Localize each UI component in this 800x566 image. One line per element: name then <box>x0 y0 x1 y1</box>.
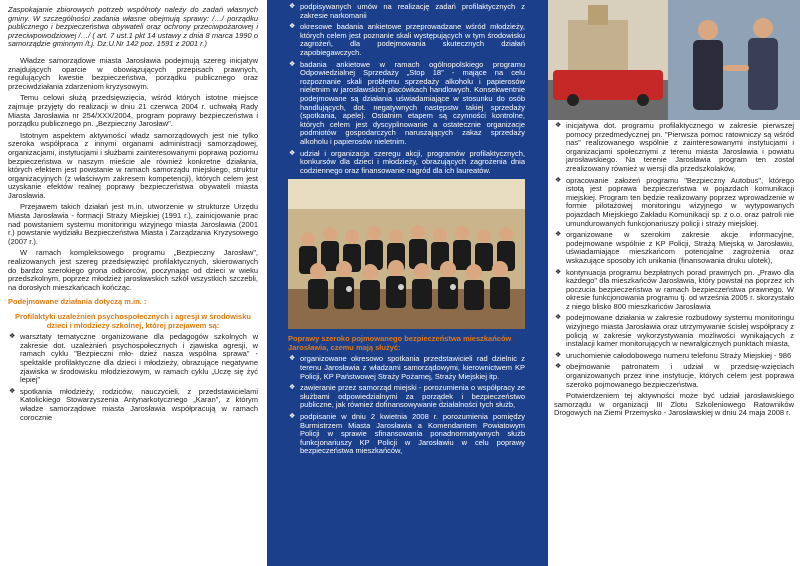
left-list <box>8 333 258 422</box>
group-photo <box>288 179 525 329</box>
paragraph-2: Temu celowi służą przedsięwzięcia, wśród których istotne miejsce zajmuje przyjęty do realizacji w dniu 21 czerwca 2004 r. uchwałą Rady Miasta Jarosławia nr 254/XXX/2004, program poprawy bezpieczeństwa i porządku publicznego pn. „Bezpieczny Jarosław". <box>8 93 258 129</box>
list-item: ❖ organizowane okresowo spotkania przedstawicieli rad dzielnic z terenu Jarosławia z władzami samorządowymi, kierownictwem KP Policji, KP Państwowej Straży Pożarnej, Straży Miejskiej itp. <box>300 355 525 381</box>
blue-divider-band <box>267 0 282 566</box>
handshake-photo <box>548 0 800 120</box>
section-subheading: Profilaktyki uzależnień psychospołecznych i agresji w środowisku dzieci i młodzieży szkolnej, której przejawem są: <box>15 312 251 330</box>
section-heading: Podejmowane działania dotyczą m.in. : <box>8 297 147 307</box>
list-item: ❖ warsztaty tematyczne organizowane dla pedagogów szkolnych w zakresie dot. uzależnień psychospołecznych i zjawiska agresji, w ramach cyklu "Bezpieczni mło- dzież nasza wspólna sprawa" - spektakle profilaktyczne dla dzieci i młodzieży, obrazujące negatywne zjawiska w środowisku młodzieżowym, w ramach cyklu „Uczę się żyć lepiej" <box>20 333 258 385</box>
intro-quote: Zaspokajanie zbiorowych potrzeb wspólnoty należy do zadań własnych gminy. W szczególności zadania własne obejmują sprawy: /…/ porządku publicznego i bezpieczeństwa obywateli oraz ochrony przeciwpożarowej i przeciwpowodziowej /…/ ( art. 7 ust.1 pkt 14 ustawy z dnia 8 marca 1990 o samorządzie gminnym /t.j. Dz.U.Nr 142 poz. 1591 z 2001 r.) <box>8 5 258 49</box>
closing-paragraph: Potwierdzeniem tej aktywności może być udział jarosławskiego samorządu w organizacji III Zlotu Szkoleniowego Ratowników Drogowych na Ziemi Przemysko - Jarosławskiej w dniu 24 maja 2008 r. <box>554 391 794 418</box>
list-item: ❖ inicjatywa dot. programu profilaktycznego w zakresie pierwszej pomocy przedmedycznej pn. "Pierwsza pomoc ratowniczy są wśród nas" realizowanego wspólnie z zainteresowanymi instytucjami i organizacjami społecznymi z terenu miasta Jarosławia i powiatu jarosławskiego. Na terenie Jarosławia program ten został zrealizowany również w wersji dla przedszkolaków, <box>566 122 794 174</box>
paragraph-4: Przejawem takich działań jest m.in. utworzenie w strukturze Urzędu Miasta Jarosławia - formacji Straży Miejskiej (1991 r.), zainicjowanie prac nad powstaniem systemu monitoringu wizyjnego miasta Jarosławia (2001 r.) powstanie wydziału Bezpieczeństwa Miasta i Zarządzania Kryzysowego (2007 r.). <box>8 202 258 246</box>
middle-column <box>282 0 532 566</box>
list-item: ❖ podpisanie w dniu 2 kwietnia 2008 r. porozumienia pomiędzy Burmistrzem Miasta Jarosławia a Komendantem Powiatowym Policji w sprawie sfinansowania ponadnormatywnych służb funkcjonariuszy KP Policji w Jarosławiu w celu poprawy bezpieczeństwa mieszkańców, <box>300 413 525 456</box>
middle-section-heading: Poprawy szeroko pojmowanego bezpieczeństwa mieszkańców Jarosławia, czemu mają służyć: <box>288 334 512 352</box>
paragraph-5: W ramach kompleksowego programu „Bezpieczny Jarosław", realizowanych jest szereg przedsięwzięć profilaktycznych, skierowanych do bardzo szerokiego grona odbiorców, poczynając od dzieci w wieku przedszkolnym, poprzez młodzież jarosławskich szkół wszystkich szczebli, na dorosłych mieszkańcach kończąc. <box>8 248 258 292</box>
list-item: ❖ uruchomienie całodobowego numeru telefonu Straży Miejskiej - 986 <box>566 352 794 361</box>
list-item: ❖ opracowanie założeń programu "Bezpieczny Autobus", którego istotą jest poprawa bezpieczeństwa w pojazdach komunikacji miejskiej. Program ten będzie realizowany poprzez wprowadzenie w formie pilotażowej monitoringu wizyjnego w wytypowanych pojazdach Miejskiego Zakładu Komunikacji sp. z o.o. oraz patroli nie umundurowanych funkcjonariuszy policji i straży miejskiej. <box>566 177 794 229</box>
list-item: ❖ badania ankietowe w ramach ogólnopolskiego programu Odpowiedzialnej Sprzedaży „Stop 18" - mające na celu rozpoznanie skali problemu sprzedaży alkoholu i papierosów nieletnim w jarosławskich placówkach handlowych. Konsekwentnie podejmowane są działania uświadamiające w stosunku do osób handlujących, dot. negatywnych następstw takiej sprzedaży (spotkania, apele). Ostatnim etapem są czynności kontrolne, których celem jest dyscyplinowanie a ostatecznie organizacje podmiotów gospodarczych naruszających zakaz sprzedaży alkoholu i papierosów nieletnim. <box>300 61 525 147</box>
list-item: ❖ okresowe badania ankietowe przeprowadzane wśród młodzieży, których celem jest poznanie skali występujących w tym środowisku zagrożeń, dla podejmowania skutecznych działań zapobiegawczych. <box>300 23 525 57</box>
list-item: ❖ udział i organizacja szeregu akcji, programów profilaktycznych, konkursów dla dzieci i młodzieży, obrazujących zagrożenia dnia codziennego oraz finansowanie nagród dla ich laureatów. <box>300 150 525 176</box>
middle-list-top <box>288 3 525 175</box>
list-item: ❖ obejmowanie patronatem i udział w przedsię-wzięciach organizowanych przez inne instytucje, których celem jest poprawa szeroko pojmowanego bezpieczeństwa. <box>566 363 794 389</box>
right-column <box>548 0 800 566</box>
paragraph-1: Władze samorządowe miasta Jarosławia podejmują szereg inicjatyw znajdujących oparcie w obowiązujących przepisach prawnych, regulujących kwestie bezpieczeństwa, porządku publicznego oraz przeciwdziałania zdarzeniom kryzysowym. <box>8 55 258 91</box>
middle-list-bottom <box>288 355 525 456</box>
left-column <box>0 0 267 566</box>
right-list <box>554 122 794 389</box>
list-item: ❖ organizowane w szerokim zakresie akcje informacyjne, podejmowane wspólnie z KP Policji, Strażą Miejską w Jarosławiu, uświadamiające mieszkańcom potencjalne zagrożenia oraz wskazujące sposoby ich unikania (finansowania druku ulotek), <box>566 231 794 265</box>
list-item: ❖ zawieranie przez samorząd miejski - porozumienia o współpracy ze służbami odpowiedzialnymi za porządek i bezpieczeństwo publiczne, jak również dofinansowywanie działalności tych służb, <box>300 384 525 410</box>
list-item: ❖ podejmowane działania w zakresie rozbudowy systemu monitoringu wizyjnego miasta Jarosławia oraz utrzymywanie ścisłej współpracy z policją w zakresie wykorzystywania możliwości wynikających z instalacji kamer monitorujących w newralgicznych punktach miasta, <box>566 314 794 348</box>
list-item: ❖ kontynuacja programu bezpłatnych porad prawnych pn. „Prawo dla każdego" dla mieszkańców Jarosławia, który powstał na poprzez ich poczucia bezpieczeństwa w ramach bezpieczeństwa prawnego. W okresie funkcjonowania programu tj. od września 2005 r. skorzystało z niego blisko 800 mieszkańców Jarosławia <box>566 269 794 312</box>
list-item: ❖ podpisywanych umów na realizację zadań profilaktycznych z zakresie narkomanii <box>300 3 525 20</box>
list-item: ❖ spotkania młodzieży, rodziców, nauczycieli, z przedstawicielami Katolickiego Stowarzyszenia Antynarkotycznego „Karan", z którym władze samorządowe miasta Jarosławia współpracują w ramach corocznie <box>20 388 258 422</box>
blue-divider-band-right <box>532 0 548 566</box>
paragraph-3: Istotnym aspektem aktywności władz samorządowych jest nie tylko szeroka współpraca z innymi organami administracji samorządowej, organizacjami, instytucjami i służbami zainteresowanymi poprawą poziomu bezpieczeństwa w naszym mieście ale również konkretne działania, których efektem jest powstanie w ramach samorządu miejskiego, struktur organizacyjnych (z właściwym zakresem kompetencji), których celem jest uzyskanie efektów realnej poprawy bezpieczeństwa obywateli miasta Jarosławia. <box>8 130 258 200</box>
